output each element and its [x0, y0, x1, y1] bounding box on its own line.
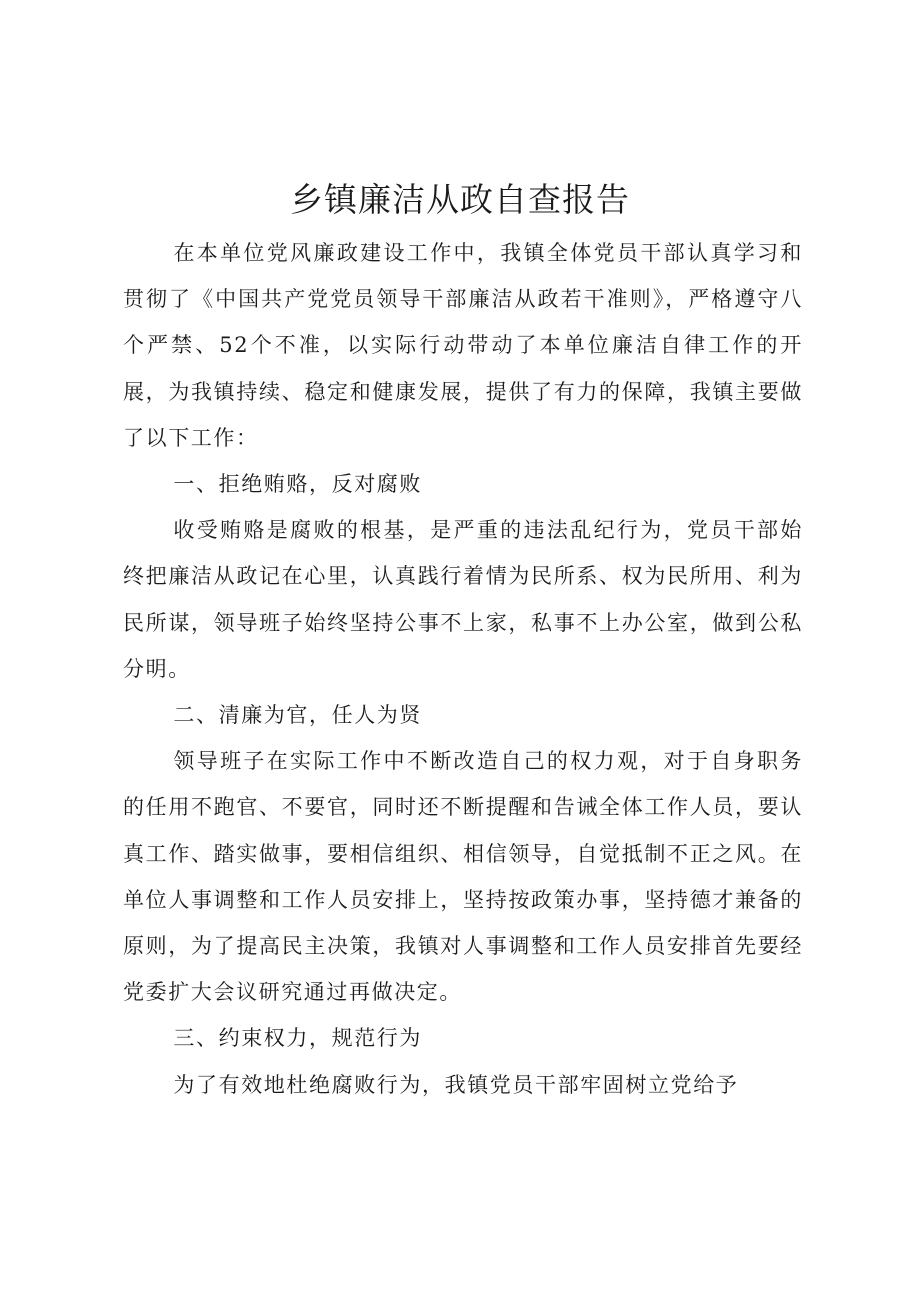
section-heading-1: 一、拒绝贿赂，反对腐败: [173, 472, 422, 497]
section-heading-3: 三、约束权力，规范行为: [173, 1026, 422, 1051]
paragraph-section-3: 为了有效地杜绝腐败行为，我镇党员干部牢固树立党给予: [173, 1072, 739, 1097]
document-title: 乡镇廉洁从政自查报告: [290, 180, 630, 219]
paragraph-section-2: 领导班子在实际工作中不断改造自己的权力观，对于自身职务的任用不跑官、不要官，同时还不断提醒和告诫全体工作人员，要认真工作、踏实做事，要相信组织、相信领导，自觉抵制不正之风。在单位人事调整和工作人员安排上，坚持按政策办事，坚持德才兼备的原则，为了提高民主决策，我镇对人事调整和工作人员安排首先要经党委扩大会议研究通过再做决定。: [123, 749, 803, 1005]
paragraph-intro: 在本单位党风廉政建设工作中，我镇全体党员干部认真学习和贯彻了《中国共产党党员领导干部廉洁从政若干准则》，严格遵守八个严禁、52个不准，以实际行动带动了本单位廉洁自律工作的开展，为我镇持续、稳定和健康发展，提供了有力的保障，我镇主要做了以下工作：: [123, 241, 803, 450]
paragraph-section-1: 收受贿赂是腐败的根基，是严重的违法乱纪行为，党员干部始终把廉洁从政记在心里，认真践行着情为民所系、权为民所用、利为民所谋，领导班子始终坚持公事不上家，私事不上办公室，做到公私分明。: [123, 518, 803, 681]
section-heading-2: 二、清廉为官，任人为贤: [173, 703, 422, 728]
document-body: [123, 230, 803, 1108]
